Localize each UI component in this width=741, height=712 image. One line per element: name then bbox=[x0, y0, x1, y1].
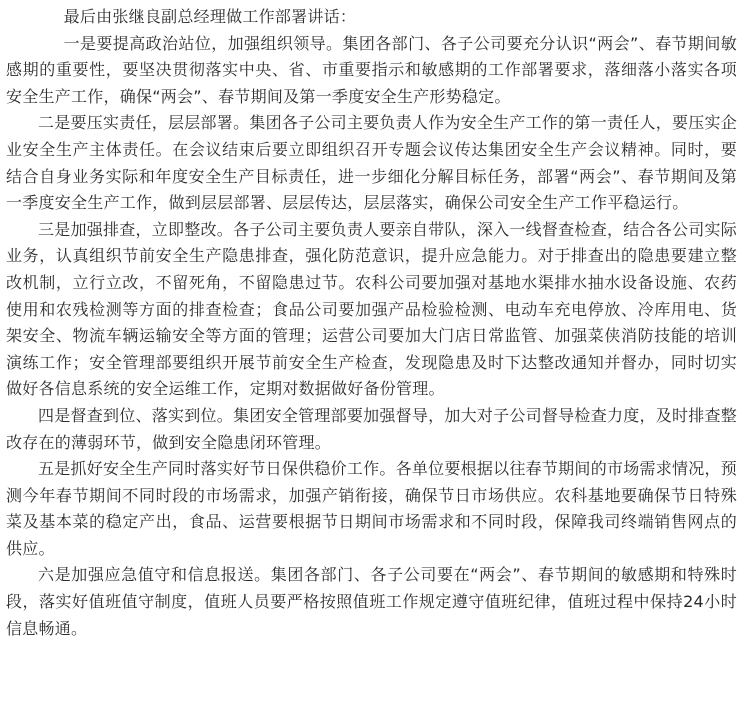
paragraph-responsibility: 二是要压实责任，层层部署。集团各子公司主要负责人作为安全生产工作的第一责任人，要压实企业安全生产主体责任。在会议结束后要立即组织召开专题会议传达集团安全生产会议精神。同时，要结合自身业务实际和年度安全生产目标责任，进一步细化分解目标任务，部署“两会”、春节期间及第一季度安全生产工作，做到层层部署、层层传达，层层落实，确保公司安全生产工作平稳运行。 bbox=[6, 113, 737, 213]
paragraph-supervision: 四是督查到位、落实到位。集团安全管理部要加强督导，加大对子公司督导检查力度，及时排查整改存在的薄弱环节，做到安全隐患闭环管理。 bbox=[6, 405, 737, 452]
paragraph-holiday-supply: 五是抓好安全生产同时落实好节日保供稳价工作。各单位要根据以往春节期间的市场需求情况，预测今年春节期间不同时段的市场需求，加强产销衔接，确保节日市场供应。农科基地要确保节日特殊菜及基本菜的稳定产出，食品、运营要根据节日期间市场需求和不同时段，保障我司终端销售网点的供应。 bbox=[6, 459, 737, 558]
paragraph-inspection: 三是加强排查，立即整改。各子公司主要负责人要亲自带队，深入一线督查检查，结合各公司实际业务，认真组织节前安全生产隐患排查，强化防范意识，提升应急能力。对于排查出的隐患要建立整改机制，立行立改，不留死角，不留隐患过节。农科公司要加强对基地水渠排水抽水设备设施、农药使用和农残检测等方面的排查检查；食品公司要加强产品检验检测、电动车充电停放、冷库用电、货架安全、物流车辆运输安全等方面的管理；运营公司要加大门店日常监管、加强菜侠消防技能的培训演练工作；安全管理部要组织开展节前安全生产检查，发现隐患及时下达整改通知并督办，同时切实做好各信息系统的安全运维工作，定期对数据做好备份管理。 bbox=[6, 219, 737, 399]
intro-line: 最后由张继良副总经理做工作部署讲话： bbox=[63, 7, 357, 26]
paragraph-political-stance: 一是要提高政治站位，加强组织领导。集团各部门、各子公司要充分认识“两会”、春节期间敏感期的重要性，要坚决贯彻落实中央、省、市重要指示和敏感期的工作部署要求，落细落小落实各项安全生产工作，确保“两会”、春节期间及第一季度安全生产形势稳定。 bbox=[6, 33, 737, 106]
paragraph-emergency-duty: 六是加强应急值守和信息报送。集团各部门、各子公司要在“两会”、春节期间的敏感期和特殊时段，落实好值班值守制度，值班人员要严格按照值班工作规定遵守值班纪律，值班过程中保持24小时信息畅通。 bbox=[6, 565, 737, 638]
